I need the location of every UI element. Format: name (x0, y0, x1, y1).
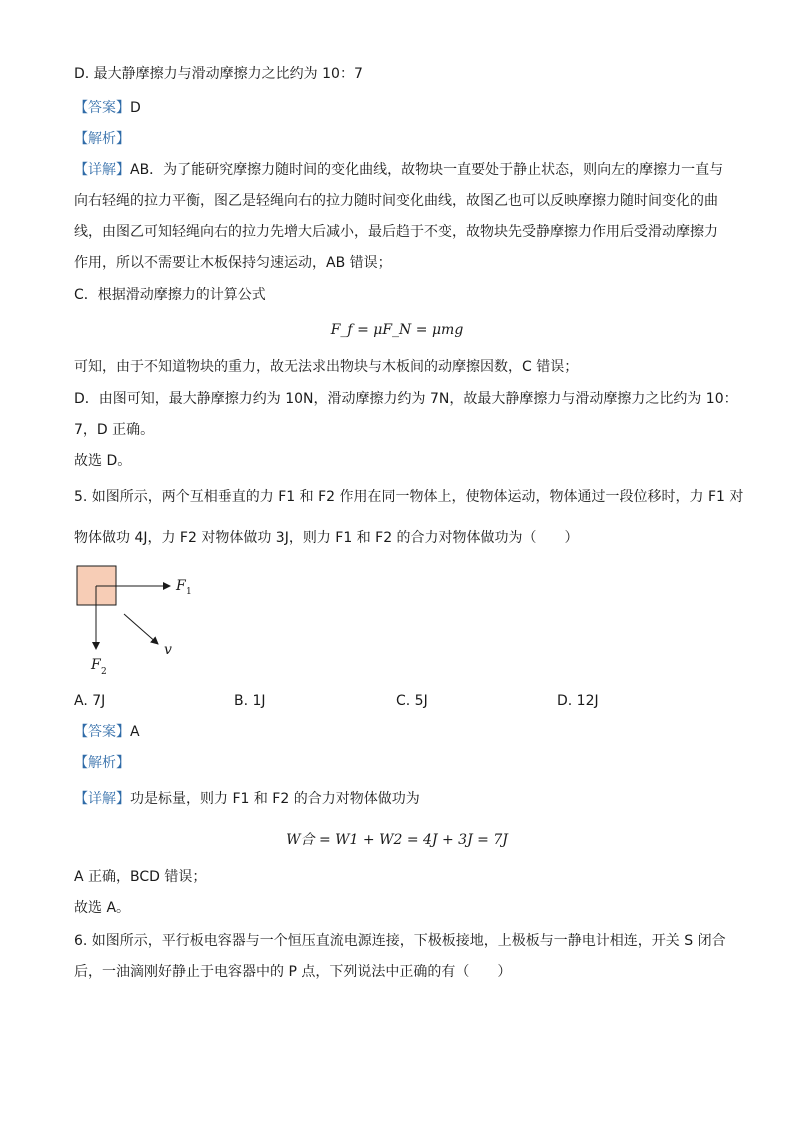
q5-force-diagram (60, 556, 220, 686)
q5-stem-line-1: 5. 如图所示，两个互相垂直的力 F1 和 F2 作用在同一物体上，使物体运动，物体通过一段位移时，力 F1 对 (74, 489, 744, 505)
v-label: v (164, 642, 172, 658)
answer-tag: 【答案】 (74, 100, 130, 116)
q4-detail-line-3: 线，由图乙可知轻绳向右的拉力先增大后减小，最后趋于不变，故物块先受静摩擦力作用后受滑动摩擦力 (74, 224, 718, 240)
formula-text: F_f = μF_N = μmg (330, 322, 464, 338)
detail-tag: 【详解】 (74, 162, 130, 178)
q4-d-line-2: 7，D 正确。 (74, 422, 155, 438)
q4-formula (0, 318, 794, 342)
q4-c-line: C．根据滑动摩擦力的计算公式 (74, 287, 266, 303)
answer-value: D (130, 100, 141, 116)
q5-option-a: A. 7J (74, 693, 106, 709)
f2-label: F (91, 657, 101, 673)
v-arrow (124, 614, 158, 644)
q4-after-formula: 可知，由于不知道物块的重力，故无法求出物块与木板间的动摩擦因数，C 错误； (74, 359, 579, 375)
q5-option-c: C. 5J (396, 693, 428, 709)
f1-subscript: 1 (186, 587, 192, 597)
q5-conclusion: A 正确，BCD 错误； (74, 869, 207, 885)
q6-stem-line-1: 6. 如图所示，平行板电容器与一个恒压直流电源连接，下极板接地，上极板与一静电计相连，开关 S 闭合 (74, 933, 726, 949)
q4-answer (74, 98, 141, 118)
q5-detail (74, 789, 420, 809)
analysis-tag: 【解析】 (74, 755, 130, 771)
q4-d-line-1: D．由图可知，最大静摩擦力约为 10N，滑动摩擦力约为 7N，故最大静摩擦力与滑动摩擦力之比约为 10： (74, 391, 738, 407)
q4-choose: 故选 D。 (74, 453, 132, 469)
q5-option-b: B. 1J (234, 693, 266, 709)
q4-analysis-tag (74, 129, 130, 149)
answer-tag: 【答案】 (74, 724, 130, 740)
q5-analysis-tag (74, 753, 130, 773)
f1-label: F (176, 578, 186, 594)
q4-option-d: D. 最大静摩擦力与滑动摩擦力之比约为 10：7 (74, 66, 363, 82)
detail-text: AB．为了能研究摩擦力随时间的变化曲线，故物块一直要处于静止状态，则向左的摩擦力一直与 (130, 162, 724, 178)
q5-choose: 故选 A。 (74, 900, 131, 916)
q4-detail-line-2: 向右轻绳的拉力平衡，图乙是轻绳向右的拉力随时间变化曲线，故图乙也可以反映摩擦力随时间变化的曲 (74, 193, 718, 209)
q5-answer (74, 722, 140, 742)
detail-text: 功是标量，则力 F1 和 F2 的合力对物体做功为 (130, 791, 420, 807)
q5-option-d: D. 12J (557, 693, 599, 709)
f2-subscript: 2 (101, 667, 107, 677)
formula-text: W合 = W1 + W2 = 4J + 3J = 7J (286, 832, 508, 848)
q6-stem-line-2: 后，一油滴刚好静止于电容器中的 P 点，下列说法中正确的有（ ） (74, 964, 512, 980)
answer-value: A (130, 724, 140, 740)
detail-tag: 【详解】 (74, 791, 130, 807)
q4-detail-line-4: 作用，所以不需要让木板保持匀速运动，AB 错误； (74, 255, 392, 271)
q5-formula (0, 828, 794, 852)
analysis-tag: 【解析】 (74, 131, 130, 147)
q5-stem-line-2: 物体做功 4J，力 F2 对物体做功 3J，则力 F1 和 F2 的合力对物体做功为（ ） (74, 530, 579, 546)
q4-detail-line-1 (74, 160, 723, 180)
